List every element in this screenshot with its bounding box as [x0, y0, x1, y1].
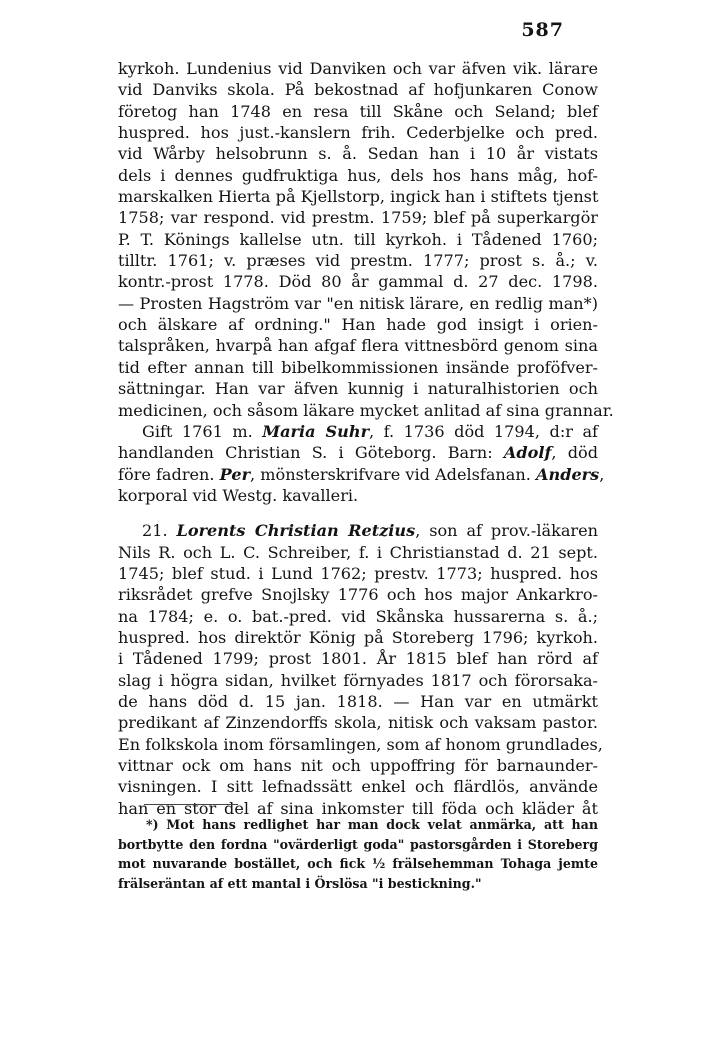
- text-line: talspråken, hvarpå han afgaf flera vittnesbörd genom sina: [118, 336, 598, 356]
- marriage-line: handlanden Christian S. i Göteborg. Barn: Adolf, död: [118, 443, 599, 463]
- marriage-line: Gift 1761 m. Maria Suhr, f. 1736 död 1794, d:r af: [142, 421, 598, 441]
- body-text: [118, 58, 614, 819]
- text-line: vid Danviks skola. På bekostnad af hofjunkaren Conow: [118, 80, 598, 100]
- text-line: slag i högra sidan, hvilket förnyades 1817 och förorsaka-: [118, 670, 598, 690]
- text-line: riksrådet grefve Snojlsky 1776 och hos major Ankarkro-: [118, 585, 598, 605]
- footnote-divider: [144, 804, 238, 805]
- text-line: vid Wårby helsobrunn s. å. Sedan han i 10 år vistats: [118, 144, 598, 164]
- text-line: de hans död d. 15 jan. 1818. — Han var en utmärkt: [118, 691, 598, 711]
- text-line: visningen. I sitt lefnadssätt enkel och flärdlös, använde: [118, 777, 598, 797]
- child-name: Adolf: [503, 443, 552, 463]
- text-line: vittnar ock om hans nit och uppoffring för barnaunder-: [118, 756, 598, 775]
- footnote-line: *) Mot hans redlighet har man dock velat anmärka, att han: [146, 817, 598, 832]
- text-line: tid efter annan till bibelkommissionen insände proföfver-: [118, 357, 598, 377]
- marriage-line: före fadren. Per, mönsterskrifvare vid Adelsfanan. Anders,: [118, 464, 605, 484]
- text-line: huspred. hos just.-kanslern frih. Cederbjelke och pred.: [118, 123, 598, 143]
- footnote-line: mot nuvarande bostället, och fick ½ frälsehemman Tohaga jemte: [118, 856, 598, 871]
- text-line: dels i dennes gudfruktiga hus, dels hos hans måg, hof-: [118, 165, 598, 185]
- text-line: företog han 1748 en resa till Skåne och Seland; blef: [118, 101, 598, 121]
- text-line: P. T. Könings kallelse utn. till kyrkoh. i Tådened 1760;: [118, 229, 598, 249]
- text-line: medicinen, och såsom läkare mycket anlitad af sina grannar.: [118, 400, 614, 420]
- text-line: kontr.-prost 1778. Död 80 år gammal d. 27 dec. 1798.: [118, 272, 598, 292]
- text-line: i Tådened 1799; prost 1801. År 1815 blef han rörd af: [118, 649, 598, 669]
- text-line: — Prosten Hagström var "en nitisk lärare, en redlig man*): [118, 293, 598, 313]
- entry-heading: 21. Lorents Christian Retzius, son af prov.-läkaren: [142, 521, 598, 541]
- text-line: han en stor del af sina inkomster till föda och kläder åt: [118, 798, 598, 818]
- text-line: och älskare af ordning." Han hade god insigt i orien-: [118, 315, 598, 335]
- footnote: [118, 815, 598, 893]
- text-line: 1758; var respond. vid prestm. 1759; blef på superkargör: [118, 208, 598, 228]
- page-number: 587: [521, 19, 564, 41]
- text-line: En folkskola inom församlingen, som af honom grundlades,: [118, 734, 603, 754]
- entry-name: Lorents Christian Retzius: [176, 521, 416, 541]
- text-line: tilltr. 1761; v. præses vid prestm. 1777; prost s. å.; v.: [118, 251, 598, 271]
- text-line: 1745; blef stud. i Lund 1762; prestv. 1773; huspred. hos: [118, 563, 598, 583]
- marriage-line: korporal vid Westg. kavalleri.: [118, 485, 359, 505]
- child-name: Anders: [536, 464, 600, 484]
- child-name: Per: [219, 464, 251, 484]
- text-line: na 1784; e. o. bat.-pred. vid Skånska hussarerna s. å.;: [118, 606, 598, 626]
- text-line: Nils R. och L. C. Schreiber, f. i Christianstad d. 21 sept.: [118, 542, 598, 562]
- text-line: sättningar. Han var äfven kunnig i naturalhistorien och: [118, 379, 598, 399]
- text-line: kyrkoh. Lundenius vid Danviken och var äfven vik. lärare: [118, 59, 598, 78]
- text-line: marskalken Hierta på Kjellstorp, ingick han i stiftets tjenst: [118, 187, 599, 207]
- text-line: huspred. hos direktör König på Storeberg 1796; kyrkoh.: [118, 627, 598, 647]
- footnote-line: frälseräntan af ett mantal i Örslösa "i bestickning.": [118, 875, 482, 891]
- spouse-name: Maria Suhr: [262, 421, 370, 441]
- text-line: predikant af Zinzendorffs skola, nitisk och vaksam pastor.: [118, 713, 598, 733]
- footnote-line: bortbytte den fordna "ovärderligt goda" pastorsgården i Storeberg: [118, 836, 598, 852]
